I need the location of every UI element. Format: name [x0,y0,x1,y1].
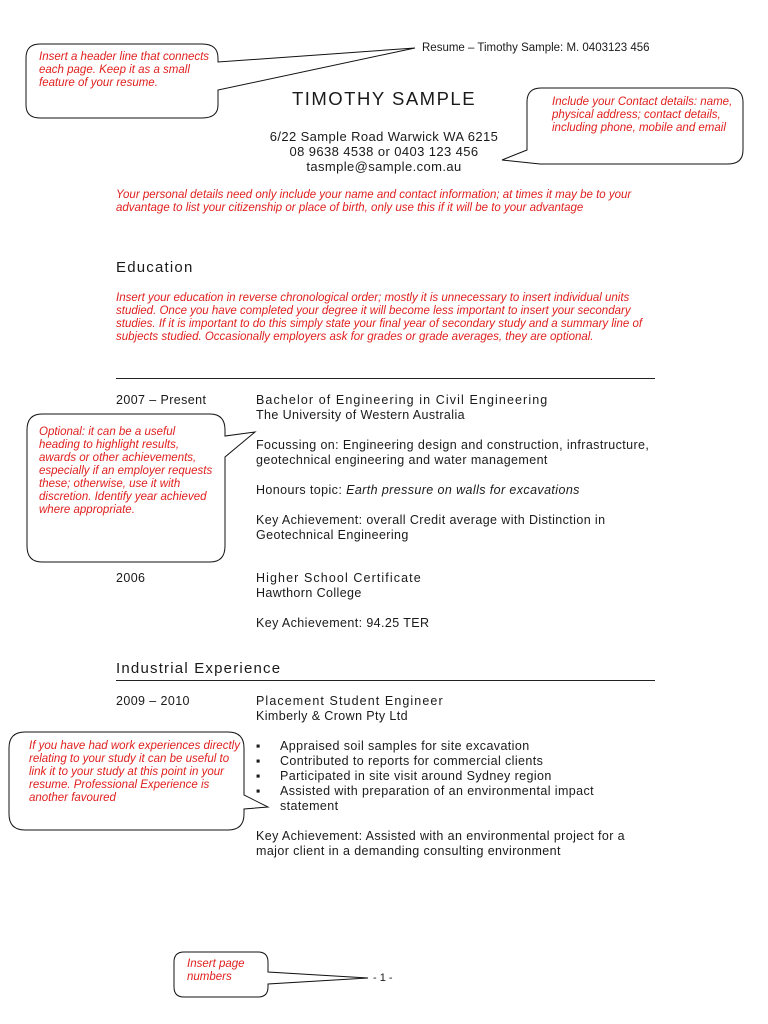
exp-1-block [256,694,652,859]
callout-page-text: Insert page numbers [187,958,245,983]
education-rule [116,378,655,379]
edu-1-dates: 2007 – Present [116,393,207,407]
edu-2-dates: 2006 [116,571,146,585]
exp-1-title: Placement Student Engineer [256,694,444,708]
list-item: ▪ Appraised soil samples for site excavation [256,739,652,754]
edu-1-honours [256,483,656,498]
honours-topic: Earth pressure on walls for excavations [346,483,580,497]
exp-1-bullets [256,739,652,814]
edu-1-block [256,393,656,543]
contact-phones: 08 9638 4538 or 0403 123 456 [289,144,479,159]
exp-1-company: Kimberly & Crown Pty Ltd [256,709,409,723]
contact-email: tasmple@sample.com.au [306,159,462,174]
candidate-name: TIMOTHY SAMPLE [291,88,477,109]
contact-block [0,129,768,174]
exp-1-dates: 2009 – 2010 [116,694,190,708]
page-number: - 1 - [373,972,393,984]
honours-label: Honours topic: [256,483,343,497]
list-item: ▪ Participated in site visit around Sydney region [256,769,652,784]
edu-1-focus: Focussing on: Engineering design and construction, infrastructure, geotechnical engineering and water management [256,438,650,467]
list-item: ▪ Contributed to reports for commercial clients [256,754,652,769]
edu-2-achievement: Key Achievement: 94.25 TER [256,616,430,630]
edu-2-institution: Hawthorn College [256,586,362,600]
education-note: Insert your education in reverse chronological order; mostly it is unnecessary to insert individual units studied. Once you have completed your degree it will become less important to insert your secondary studies. If it is important to do this simply state your final year of secondary study and a summary line of subjects studied. Occasionally employers ask for grades or grade averages, they are optional. [116,292,643,343]
edu-1-institution: The University of Western Australia [256,408,465,422]
contact-address: 6/22 Sample Road Warwick WA 6215 [269,129,499,144]
header-line: Resume – Timothy Sample: M. 0403123 456 [422,42,650,54]
experience-heading: Industrial Experience [116,660,282,677]
edu-2-block [256,571,656,631]
callout-header-text: Insert a header line that connects each page. Keep it as a small feature of your resume. [39,51,210,89]
callout-work-text: If you have had work experiences directly relating to your study it can be useful to link it to your study at this point in your resume. Professional Experience is another favoured [29,740,240,804]
education-heading: Education [116,259,194,276]
experience-rule [116,680,655,681]
personal-details-note: Your personal details need only include your name and contact information; at times it may be to your advantage to list your citizenship or place of birth, only use this if it will be to your advantage [116,189,632,214]
callout-contact-text: Include your Contact details: name, physical address; contact details, including phone, mobile and email [552,96,733,134]
exp-1-achievement: Key Achievement: Assisted with an environmental project for a major client in a demanding consulting environment [256,829,626,858]
edu-1-achievement: Key Achievement: overall Credit average with Distinction in Geotechnical Engineering [256,513,606,542]
list-item: ▪ Assisted with preparation of an environmental impact statement [256,784,652,814]
edu-1-title: Bachelor of Engineering in Civil Engineering [256,393,549,407]
callout-optional-text: Optional: it can be a useful heading to highlight results, awards or other achievements, especially if an employer requests these; otherwise, use it with discretion. Identify year achieved where appropriate. [39,426,213,516]
edu-2-title: Higher School Certificate [256,571,422,585]
